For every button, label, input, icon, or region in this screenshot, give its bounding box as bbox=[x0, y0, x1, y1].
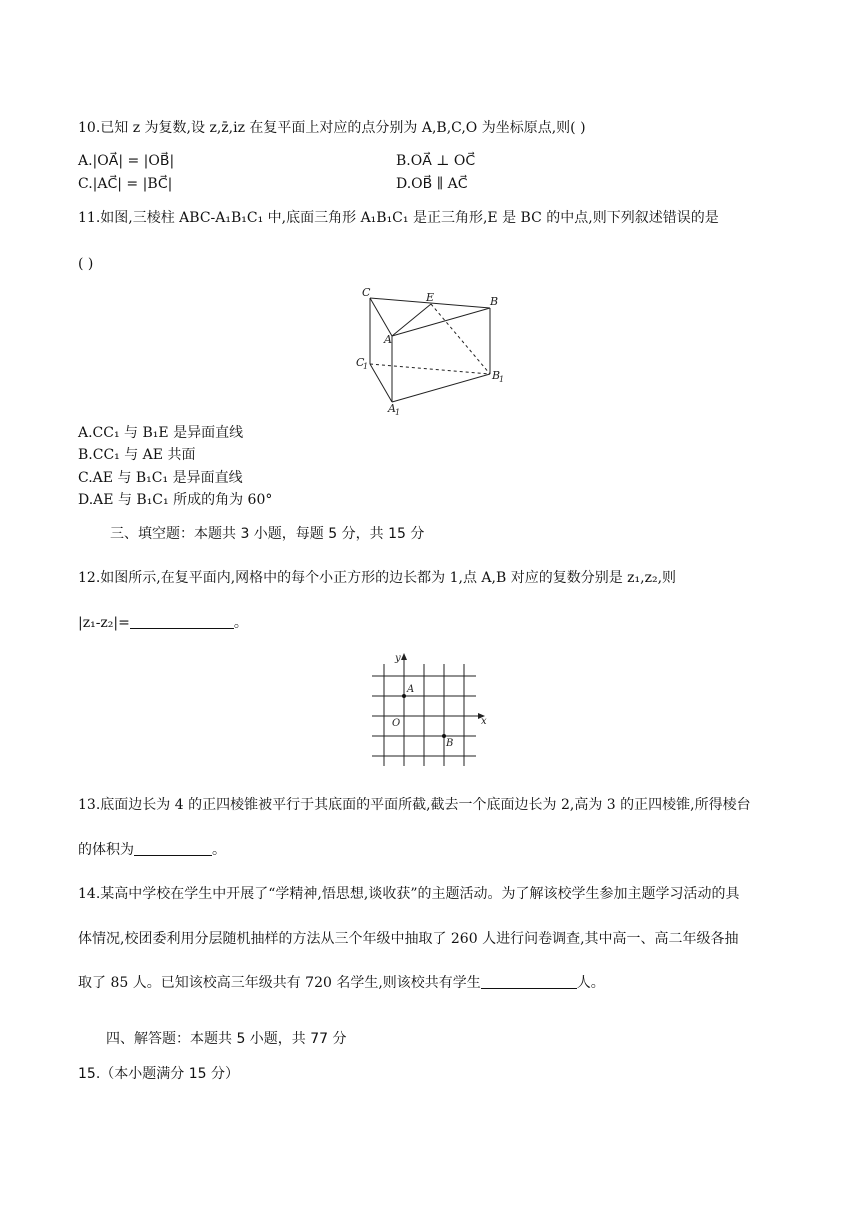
q13-line2-suffix: 。 bbox=[212, 842, 226, 858]
q14-answer-blank[interactable] bbox=[481, 974, 577, 989]
axis-x-label: x bbox=[481, 716, 487, 727]
q12-answer-blank[interactable] bbox=[130, 614, 234, 629]
label-e: E bbox=[426, 291, 435, 304]
q10-option-d: D.OB⃗ ∥ AC⃗ bbox=[396, 176, 468, 192]
y-axis-arrow-icon bbox=[401, 653, 407, 660]
q12-line1: 12.如图所示,在复平面内,网格中的每个小正方形的边长都为 1,点 A,B 对应的复数分别是 z₁,z₂,则 bbox=[78, 570, 677, 586]
label-a1-sub: 1 bbox=[395, 408, 401, 416]
q11-option-b: B.CC₁ 与 AE 共面 bbox=[78, 447, 196, 463]
q13-answer-blank[interactable] bbox=[134, 841, 212, 856]
section-solution-title: 四、解答题：本题共 5 小题，共 77 分 bbox=[106, 1031, 347, 1047]
q10-option-a: A.|OA⃗| = |OB⃗| bbox=[78, 153, 175, 169]
q11-option-c: C.AE 与 B₁C₁ 是异面直线 bbox=[78, 470, 243, 486]
grid-figure bbox=[362, 650, 492, 770]
q11-stem: 11.如图,三棱柱 ABC-A₁B₁C₁ 中,底面三角形 A₁B₁C₁ 是正三角形,E 是 BC 的中点,则下列叙述错误的是 bbox=[78, 210, 719, 226]
point-a-marker bbox=[402, 694, 406, 698]
q11-paren: ( ) bbox=[78, 256, 94, 272]
q13-line2 bbox=[78, 841, 226, 859]
q13-line2-prefix: 的体积为 bbox=[78, 842, 134, 858]
q14-line2: 体情况,校团委利用分层随机抽样的方法从三个年级中抽取了 260 人进行问卷调查,其中高一、高二年级各抽 bbox=[78, 931, 739, 947]
label-b1-sub: 1 bbox=[499, 375, 505, 384]
q12-line2-prefix: |z₁-z₂|= bbox=[78, 615, 130, 631]
q13-line1: 13.底面边长为 4 的正四棱锥被平行于其底面的平面所截,截去一个底面边长为 2,高为 3 的正四棱锥,所得棱台 bbox=[78, 797, 751, 813]
label-b: B bbox=[490, 295, 499, 308]
label-c1-sub: 1 bbox=[363, 362, 369, 371]
q12-line2-suffix: 。 bbox=[233, 615, 248, 631]
q14-line3 bbox=[78, 974, 605, 992]
q14-line3-suffix: 人。 bbox=[576, 975, 605, 991]
q12-line2 bbox=[78, 614, 248, 632]
q11-option-d: D.AE 与 B₁C₁ 所成的角为 60° bbox=[78, 492, 273, 508]
q10-option-b: B.OA⃗ ⊥ OC⃗ bbox=[396, 153, 476, 169]
point-a-label: A bbox=[407, 684, 415, 695]
prism-figure bbox=[350, 284, 520, 416]
q14-line3-prefix: 取了 85 人。已知该校高三年级共有 720 名学生,则该校共有学生 bbox=[78, 975, 481, 991]
q11-option-a: A.CC₁ 与 B₁E 是异面直线 bbox=[78, 425, 244, 441]
label-c: C bbox=[362, 286, 371, 299]
q10-stem: 10.已知 z 为复数,设 z,z̄,iz 在复平面上对应的点分别为 A,B,C,O 为坐标原点,则( ) bbox=[78, 120, 586, 136]
label-a: A bbox=[384, 333, 392, 346]
axis-y-label: y bbox=[395, 653, 401, 664]
label-b1: B bbox=[492, 369, 501, 382]
label-a1: A bbox=[388, 402, 396, 415]
q15-heading: 15.（本小题满分 15 分） bbox=[78, 1066, 239, 1082]
point-b-label: B bbox=[446, 738, 454, 749]
q14-line1: 14.某高中学校在学生中开展了“学精神,悟思想,谈收获”的主题活动。为了解该校学生参加主题学习活动的具 bbox=[78, 886, 740, 902]
label-c1: C bbox=[356, 356, 365, 369]
origin-label: O bbox=[392, 718, 401, 729]
q10-option-c: C.|AC⃗| = |BC⃗| bbox=[78, 176, 173, 192]
section-fill-in-title: 三、填空题：本题共 3 小题，每题 5 分，共 15 分 bbox=[110, 526, 425, 542]
